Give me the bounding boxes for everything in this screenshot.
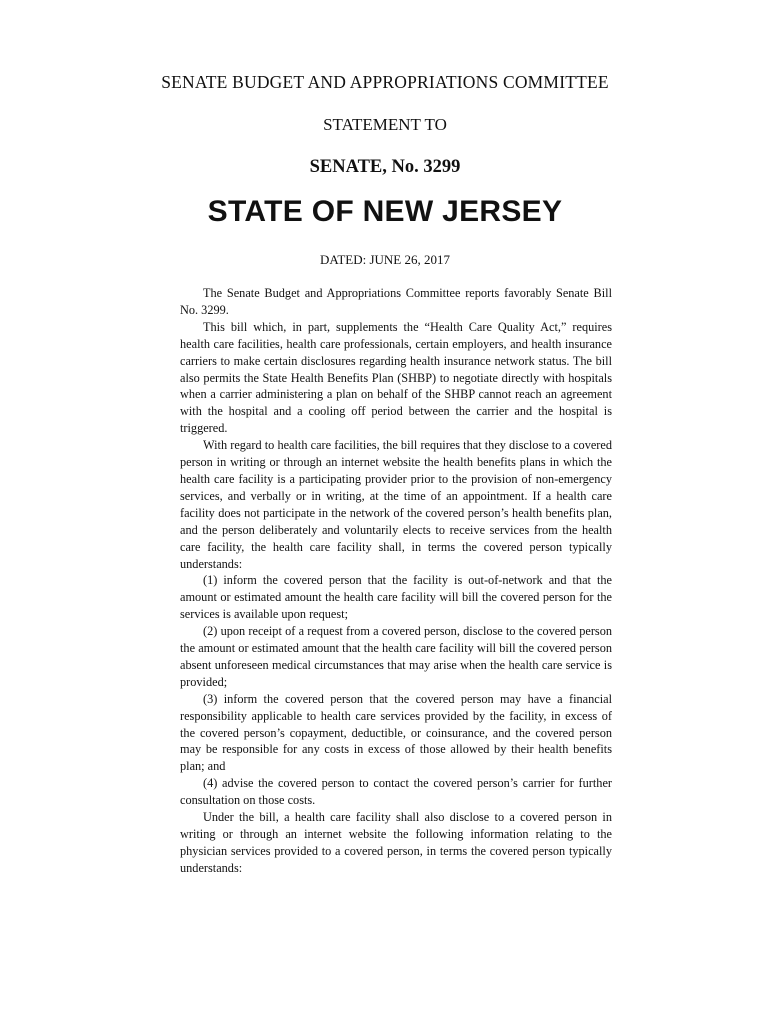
- bill-number-heading: SENATE, No. 3299: [309, 157, 461, 177]
- paragraph-physician-services: Under the bill, a health care facility shall also disclose to a covered person in writing or through an internet website the following information relating to the physician services provided to a covered person, in terms the covered person typically understands:: [180, 810, 612, 875]
- statement-body: [180, 285, 612, 877]
- committee-heading: SENATE BUDGET AND APPROPRIATIONS COMMITTEE: [161, 72, 609, 92]
- paragraph-item-3: (3) inform the covered person that the covered person may have a financial responsibility applicable to health care services provided by the facility, in excess of the covered person’s copayment, deductible, or coinsurance, and the covered person may be responsible for any costs in excess of those allowed by their health benefits plan; and: [180, 691, 612, 774]
- paragraph-report: The Senate Budget and Appropriations Committee reports favorably Senate Bill No. 3299.: [180, 286, 612, 317]
- paragraph-bill-summary: This bill which, in part, supplements the “Health Care Quality Act,” requires health care facilities, health care professionals, certain employers, and health insurance carriers to make certain disclosures regarding health insurance network status. The bill also permits the State Health Benefits Plan (SHBP) to negotiate directly with hospitals when a carrier administering a plan on behalf of the SHBP cannot reach an agreement with the hospital and a cooling off period between the carrier and the hospital is triggered.: [180, 319, 612, 436]
- dated-line: DATED: JUNE 26, 2017: [320, 252, 450, 267]
- paragraph-item-4: (4) advise the covered person to contact the covered person’s carrier for further consultation on those costs.: [180, 776, 612, 808]
- paragraph-item-2: (2) upon receipt of a request from a covered person, disclose to the covered person the amount or estimated amount that the health care facility will bill the covered person absent unforeseen medical circumstances that may arise when the health care service is provided;: [180, 624, 612, 689]
- statement-to-heading: STATEMENT TO: [323, 115, 447, 134]
- state-title: STATE OF NEW JERSEY: [207, 195, 563, 228]
- paragraph-facility-disclosure: With regard to health care facilities, the bill requires that they disclose to a covered person in writing or through an internet website the health benefits plans in which the health care facility is a participating provider prior to the provision of non-emergency services, and verbally or in writing, at the time of an appointment. If a health care facility does not participate in the network of the covered person’s health benefits plan, and the person deliberately and voluntarily elects to receive services from the health care facility, the health care facility shall, in terms the covered person typically understands:: [180, 438, 612, 571]
- paragraph-item-1: (1) inform the covered person that the facility is out-of-network and that the amount or estimated amount the health care facility will bill the covered person for the services is available upon request;: [180, 573, 612, 622]
